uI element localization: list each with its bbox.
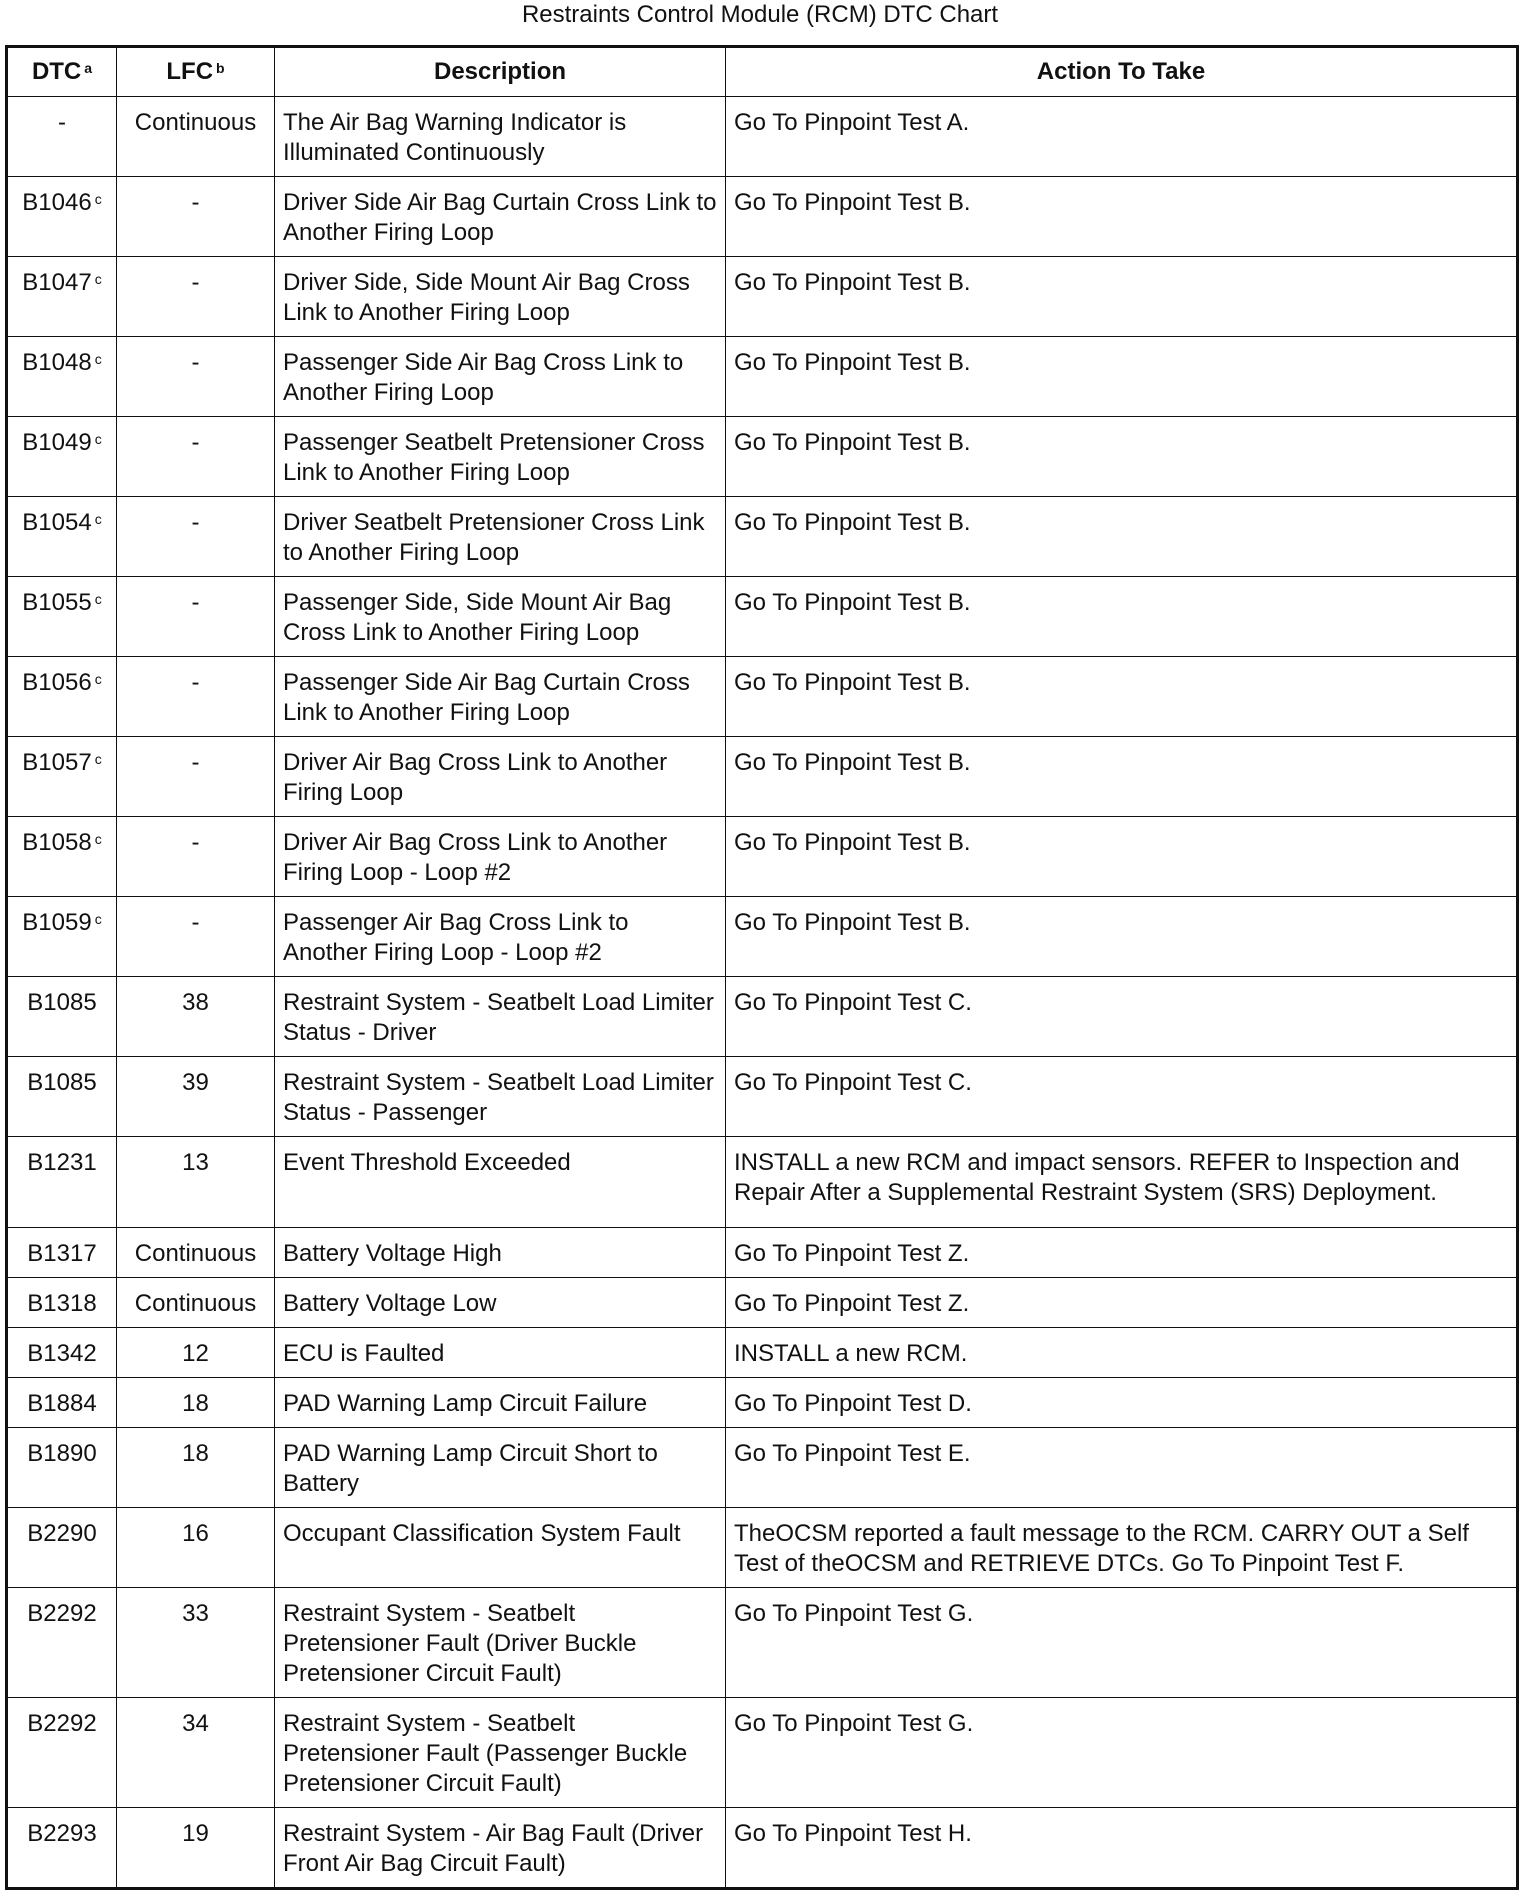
- table-row: [7, 177, 1518, 257]
- cell-description: Driver Side Air Bag Curtain Cross Link to Another Firing Loop: [275, 177, 726, 257]
- cell-action: Go To Pinpoint Test G.: [726, 1588, 1518, 1698]
- cell-lfc: -: [117, 817, 275, 897]
- cell-lfc: 19: [117, 1808, 275, 1889]
- cell-dtc: B1231: [7, 1137, 117, 1228]
- cell-description: ECU is Faulted: [275, 1328, 726, 1378]
- table-row: [7, 1328, 1518, 1378]
- cell-dtc: B1046 $^c$: [7, 177, 117, 257]
- cell-lfc: -: [117, 257, 275, 337]
- cell-action: INSTALL a new RCM.: [726, 1328, 1518, 1378]
- footnote-marker: c: [94, 591, 102, 607]
- table-row: [7, 977, 1518, 1057]
- cell-lfc: Continuous: [117, 97, 275, 177]
- cell-description: Restraint System - Seatbelt Load Limiter Status - Driver: [275, 977, 726, 1057]
- table-row: [7, 1228, 1518, 1278]
- cell-description: Event Threshold Exceeded: [275, 1137, 726, 1228]
- footnote-marker: c: [94, 271, 102, 287]
- cell-description: Passenger Side Air Bag Cross Link to Another Firing Loop: [275, 337, 726, 417]
- footnote-marker: c: [94, 831, 102, 847]
- cell-dtc: B1047 $^c$: [7, 257, 117, 337]
- footnote-marker: c: [94, 431, 102, 447]
- table-row: [7, 657, 1518, 737]
- cell-description: Passenger Side, Side Mount Air Bag Cross Link to Another Firing Loop: [275, 577, 726, 657]
- cell-description: PAD Warning Lamp Circuit Failure: [275, 1378, 726, 1428]
- cell-lfc: 34: [117, 1698, 275, 1808]
- cell-dtc: B1085: [7, 1057, 117, 1137]
- cell-dtc: B1058 $^c$: [7, 817, 117, 897]
- cell-lfc: 13: [117, 1137, 275, 1228]
- table-row: [7, 737, 1518, 817]
- cell-dtc: B1056 $^c$: [7, 657, 117, 737]
- table-row: [7, 257, 1518, 337]
- cell-action: Go To Pinpoint Test A.: [726, 97, 1518, 177]
- cell-description: Battery Voltage Low: [275, 1278, 726, 1328]
- cell-description: The Air Bag Warning Indicator is Illuminated Continuously: [275, 97, 726, 177]
- cell-lfc: Continuous: [117, 1228, 275, 1278]
- cell-lfc: -: [117, 497, 275, 577]
- table-row: [7, 1137, 1518, 1228]
- table-row: [7, 1428, 1518, 1508]
- cell-description: Passenger Seatbelt Pretensioner Cross Link to Another Firing Loop: [275, 417, 726, 497]
- cell-dtc: B1055 $^c$: [7, 577, 117, 657]
- cell-action: Go To Pinpoint Test B.: [726, 657, 1518, 737]
- cell-lfc: -: [117, 577, 275, 657]
- table-row: [7, 1057, 1518, 1137]
- cell-dtc: B2293: [7, 1808, 117, 1889]
- cell-action: Go To Pinpoint Test B.: [726, 497, 1518, 577]
- cell-dtc: B1085: [7, 977, 117, 1057]
- table-row: [7, 1508, 1518, 1588]
- table-header-row: [7, 47, 1518, 97]
- cell-dtc: B1054 $^c$: [7, 497, 117, 577]
- cell-dtc: B1049 $^c$: [7, 417, 117, 497]
- table-row: [7, 1808, 1518, 1889]
- cell-lfc: 18: [117, 1378, 275, 1428]
- table-row: [7, 1588, 1518, 1698]
- footnote-marker: b: [216, 60, 225, 76]
- table-row: [7, 1698, 1518, 1808]
- cell-dtc: -: [7, 97, 117, 177]
- header-action: Action To Take: [726, 47, 1518, 97]
- cell-action: Go To Pinpoint Test G.: [726, 1698, 1518, 1808]
- cell-description: Passenger Side Air Bag Curtain Cross Link to Another Firing Loop: [275, 657, 726, 737]
- cell-lfc: 12: [117, 1328, 275, 1378]
- table-row: [7, 97, 1518, 177]
- cell-action: Go To Pinpoint Test B.: [726, 817, 1518, 897]
- cell-description: Restraint System - Seatbelt Pretensioner Fault (Passenger Buckle Pretensioner Circuit Fault): [275, 1698, 726, 1808]
- cell-lfc: -: [117, 737, 275, 817]
- header-dtc: DTC $^a$: [7, 47, 117, 97]
- cell-description: Passenger Air Bag Cross Link to Another Firing Loop - Loop #2: [275, 897, 726, 977]
- cell-lfc: -: [117, 337, 275, 417]
- cell-dtc: B1048 $^c$: [7, 337, 117, 417]
- footnote-marker: c: [94, 911, 102, 927]
- cell-action: Go To Pinpoint Test Z.: [726, 1278, 1518, 1328]
- cell-action: Go To Pinpoint Test B.: [726, 177, 1518, 257]
- table-row: [7, 1278, 1518, 1328]
- cell-dtc: B2292: [7, 1588, 117, 1698]
- cell-action: Go To Pinpoint Test B.: [726, 577, 1518, 657]
- cell-action: Go To Pinpoint Test B.: [726, 417, 1518, 497]
- cell-action: Go To Pinpoint Test C.: [726, 1057, 1518, 1137]
- cell-action: Go To Pinpoint Test B.: [726, 737, 1518, 817]
- cell-description: Driver Air Bag Cross Link to Another Firing Loop: [275, 737, 726, 817]
- page-title: Restraints Control Module (RCM) DTC Chart: [521, 1, 999, 28]
- footnote-marker: a: [84, 60, 93, 76]
- cell-description: Driver Air Bag Cross Link to Another Firing Loop - Loop #2: [275, 817, 726, 897]
- cell-dtc: B1059 $^c$: [7, 897, 117, 977]
- cell-action: Go To Pinpoint Test D.: [726, 1378, 1518, 1428]
- footnote-marker: c: [94, 751, 102, 767]
- cell-lfc: -: [117, 417, 275, 497]
- cell-dtc: B1057 $^c$: [7, 737, 117, 817]
- cell-description: Battery Voltage High: [275, 1228, 726, 1278]
- cell-lfc: 38: [117, 977, 275, 1057]
- cell-dtc: B1317: [7, 1228, 117, 1278]
- cell-lfc: -: [117, 657, 275, 737]
- cell-description: Restraint System - Air Bag Fault (Driver Front Air Bag Circuit Fault): [275, 1808, 726, 1889]
- cell-action: Go To Pinpoint Test H.: [726, 1808, 1518, 1889]
- cell-lfc: 18: [117, 1428, 275, 1508]
- cell-description: Driver Side, Side Mount Air Bag Cross Link to Another Firing Loop: [275, 257, 726, 337]
- cell-lfc: 33: [117, 1588, 275, 1698]
- cell-action: Go To Pinpoint Test B.: [726, 337, 1518, 417]
- table-row: [7, 1378, 1518, 1428]
- cell-dtc: B1318: [7, 1278, 117, 1328]
- cell-description: Occupant Classification System Fault: [275, 1508, 726, 1588]
- cell-action: Go To Pinpoint Test Z.: [726, 1228, 1518, 1278]
- footnote-marker: c: [94, 511, 102, 527]
- cell-description: Restraint System - Seatbelt Load Limiter Status - Passenger: [275, 1057, 726, 1137]
- cell-lfc: Continuous: [117, 1278, 275, 1328]
- cell-description: PAD Warning Lamp Circuit Short to Battery: [275, 1428, 726, 1508]
- cell-dtc: B1890: [7, 1428, 117, 1508]
- header-description: Description: [275, 47, 726, 97]
- table-row: [7, 337, 1518, 417]
- table-row: [7, 417, 1518, 497]
- cell-action: TheOCSM reported a fault message to the RCM. CARRY OUT a Self Test of theOCSM and RETRIEVE DTCs. Go To Pinpoint Test F.: [726, 1508, 1518, 1588]
- cell-lfc: -: [117, 177, 275, 257]
- header-lfc: LFC $^b$: [117, 47, 275, 97]
- cell-action: Go To Pinpoint Test B.: [726, 257, 1518, 337]
- table-row: [7, 817, 1518, 897]
- cell-lfc: 39: [117, 1057, 275, 1137]
- cell-dtc: B2292: [7, 1698, 117, 1808]
- table-row: [7, 577, 1518, 657]
- footnote-marker: c: [94, 191, 102, 207]
- cell-description: Restraint System - Seatbelt Pretensioner Fault (Driver Buckle Pretensioner Circuit Fault): [275, 1588, 726, 1698]
- cell-action: INSTALL a new RCM and impact sensors. REFER to Inspection and Repair After a Supplemental Restraint System (SRS) Deployment.: [726, 1137, 1518, 1228]
- footnote-marker: c: [94, 351, 102, 367]
- cell-action: Go To Pinpoint Test B.: [726, 897, 1518, 977]
- cell-description: Driver Seatbelt Pretensioner Cross Link to Another Firing Loop: [275, 497, 726, 577]
- cell-dtc: B1884: [7, 1378, 117, 1428]
- footnote-marker: c: [94, 671, 102, 687]
- table-row: [7, 497, 1518, 577]
- cell-action: Go To Pinpoint Test E.: [726, 1428, 1518, 1508]
- cell-lfc: 16: [117, 1508, 275, 1588]
- cell-dtc: B1342: [7, 1328, 117, 1378]
- cell-lfc: -: [117, 897, 275, 977]
- cell-dtc: B2290: [7, 1508, 117, 1588]
- dtc-table: [5, 45, 1519, 1890]
- cell-action: Go To Pinpoint Test C.: [726, 977, 1518, 1057]
- table-row: [7, 897, 1518, 977]
